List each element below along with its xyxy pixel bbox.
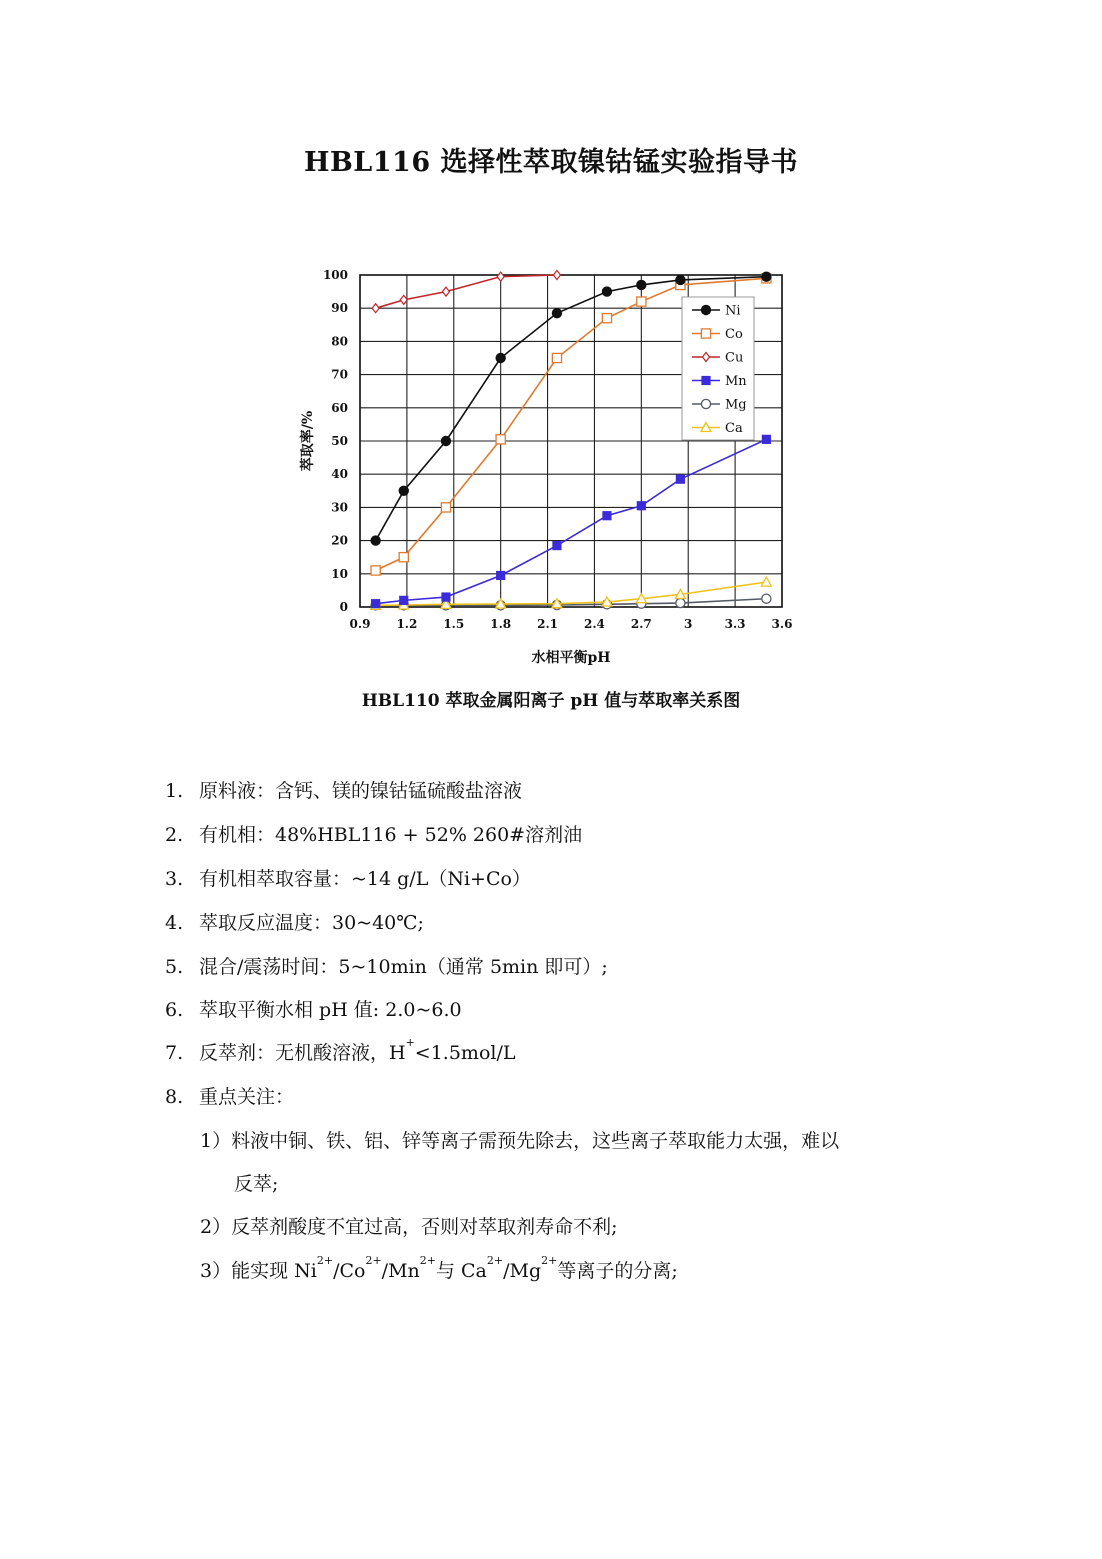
note-text: /Mn — [381, 1260, 420, 1282]
legend-label: Mg — [725, 397, 747, 413]
list-text: 有机相萃取容量：~14 g/L（Ni+Co） — [199, 868, 531, 890]
note-text: 等离子的分离; — [557, 1260, 678, 1282]
list-item — [165, 995, 462, 1022]
chart-caption: HBL110 萃取金属阳离子 pH 值与萃取率关系图 — [361, 691, 741, 711]
data-point-ni — [552, 308, 562, 318]
note-item — [200, 1256, 678, 1283]
y-tick-label: 30 — [331, 500, 348, 515]
y-tick-label: 50 — [331, 434, 348, 448]
data-point-co — [602, 314, 611, 323]
list-item — [165, 864, 531, 891]
chart-svg — [290, 262, 810, 672]
x-tick-label: 1.8 — [490, 617, 512, 631]
x-tick-label: 3.6 — [771, 617, 793, 631]
x-tick-label: 0.9 — [349, 617, 371, 631]
list-number: 8. — [165, 1086, 184, 1108]
list-text: 萃取平衡水相 pH 值: 2.0~6.0 — [199, 999, 462, 1021]
data-point-co — [637, 297, 646, 306]
data-point-ni — [399, 486, 409, 496]
note-text: /Co — [333, 1260, 366, 1282]
list-text: <1.5mol/L — [414, 1042, 516, 1064]
note-item-continuation: 反萃; — [234, 1173, 279, 1195]
list-text: 重点关注： — [199, 1086, 295, 1108]
data-point-mn — [399, 596, 408, 605]
data-point-mn — [441, 592, 450, 601]
y-tick-label: 80 — [331, 334, 348, 349]
list-number: 2. — [165, 824, 184, 846]
superscript: 2+ — [541, 1254, 558, 1267]
list-item — [165, 776, 522, 803]
note-text: 与 Ca — [435, 1260, 487, 1282]
y-tick-label: 100 — [322, 268, 348, 282]
superscript: 2+ — [419, 1254, 436, 1267]
data-point-ni — [602, 286, 612, 296]
y-tick-label: 60 — [331, 400, 348, 415]
x-tick-label: 3.3 — [724, 617, 746, 631]
data-point-co — [441, 503, 450, 512]
legend-box — [682, 297, 754, 440]
y-tick-label: 10 — [331, 566, 348, 581]
y-tick-label: 0 — [339, 600, 348, 614]
legend-marker-co — [701, 329, 710, 338]
extraction-chart — [290, 262, 810, 672]
y-tick-label: 90 — [331, 301, 348, 316]
list-number: 1. — [165, 780, 184, 802]
list-text: 萃取反应温度：30~40℃; — [199, 912, 424, 934]
note-item: 1）料液中铜、铁、铝、锌等离子需预先除去，这些离子萃取能力太强，难以 — [200, 1130, 840, 1152]
superscript: 2+ — [316, 1254, 334, 1267]
data-point-mg — [676, 598, 685, 607]
list-number: 7. — [165, 1042, 184, 1064]
data-point-mn — [602, 511, 611, 520]
list-item — [165, 1038, 515, 1065]
superscript: 2+ — [486, 1254, 504, 1267]
list-item — [165, 1082, 294, 1109]
superscript: + — [405, 1036, 415, 1049]
list-number: 6. — [165, 999, 184, 1021]
legend-label: Co — [725, 327, 743, 342]
x-tick-label: 1.5 — [443, 617, 465, 631]
data-point-co — [552, 353, 561, 362]
legend-label: Cu — [725, 350, 744, 366]
list-text: 原料液：含钙、镁的镍钴锰硫酸盐溶液 — [199, 780, 523, 802]
data-point-mn — [552, 541, 561, 550]
data-point-co — [496, 435, 505, 444]
list-number: 3. — [165, 868, 184, 890]
list-number: 4. — [165, 912, 184, 934]
data-point-ni — [675, 275, 685, 285]
x-axis-label: 水相平衡pH — [531, 650, 611, 666]
legend-marker-mg — [701, 399, 710, 408]
list-number: 5. — [165, 956, 184, 978]
x-tick-label: 3 — [684, 617, 693, 631]
legend-marker-mn — [701, 376, 710, 385]
data-point-ni — [761, 271, 771, 281]
x-tick-label: 2.7 — [630, 617, 652, 631]
data-point-ni — [636, 280, 646, 290]
data-point-co — [399, 553, 408, 562]
list-text: 反萃剂：无机酸溶液，H — [199, 1042, 406, 1064]
list-text: 混合/震荡时间：5~10min（通常 5min 即可）; — [199, 956, 608, 978]
data-point-mn — [762, 435, 771, 444]
data-point-mn — [637, 501, 646, 510]
page-title: HBL116 选择性萃取镍钴锰实验指导书 — [303, 147, 799, 178]
list-item — [165, 908, 424, 935]
legend-marker-ni — [701, 305, 711, 315]
legend-label: Ni — [725, 303, 741, 319]
data-point-ni — [495, 353, 505, 363]
note-item: 2）反萃剂酸度不宜过高，否则对萃取剂寿命不利; — [200, 1216, 618, 1238]
y-tick-label: 40 — [331, 467, 348, 482]
y-tick-label: 20 — [331, 533, 348, 548]
data-point-co — [371, 566, 380, 575]
data-point-ni — [441, 436, 451, 446]
list-text: 有机相：48%HBL116 + 52% 260#溶剂油 — [199, 824, 583, 846]
superscript: 2+ — [365, 1254, 382, 1267]
y-tick-label: 70 — [331, 367, 348, 382]
list-item — [165, 820, 582, 847]
note-text: 3）能实现 Ni — [200, 1260, 317, 1282]
legend-label: Ca — [725, 421, 743, 436]
list-item — [165, 952, 608, 979]
data-point-mn — [676, 475, 685, 484]
data-point-ni — [370, 535, 380, 545]
data-point-mg — [762, 594, 771, 603]
note-text: /Mg — [503, 1260, 542, 1282]
legend-label: Mn — [725, 374, 747, 389]
x-tick-label: 1.2 — [396, 617, 418, 631]
x-tick-label: 2.4 — [583, 617, 605, 631]
data-point-mn — [496, 571, 505, 580]
x-tick-label: 2.1 — [537, 617, 559, 631]
y-axis-label: 萃取率/% — [300, 410, 316, 472]
legend — [682, 297, 754, 440]
data-point-mn — [371, 599, 380, 608]
